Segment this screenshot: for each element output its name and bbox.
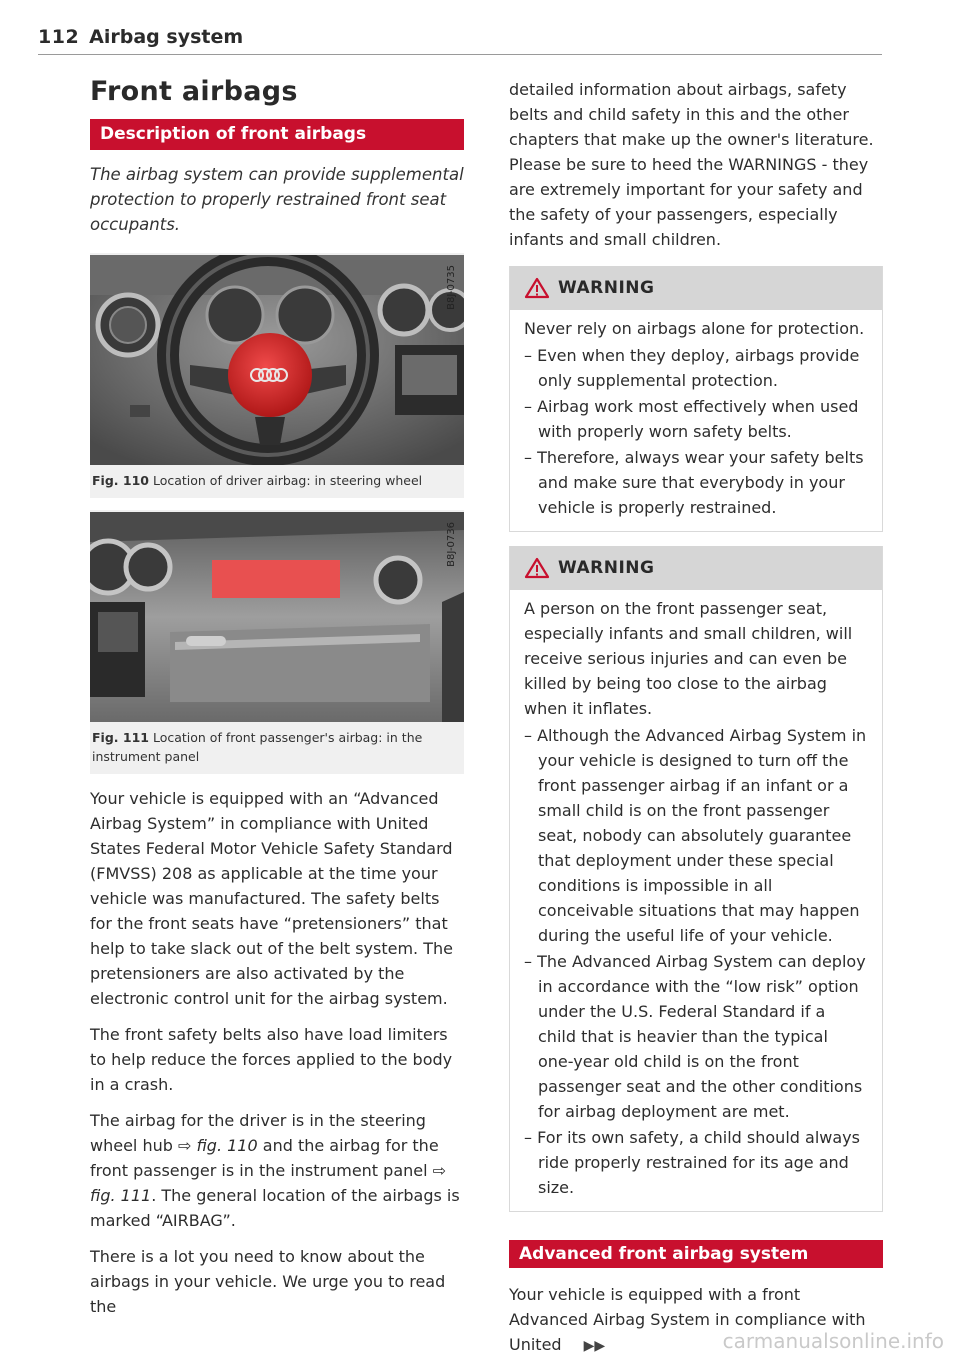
paragraph: There is a lot you need to know about the airbags in your vehicle. We urge you to read the [90,1247,446,1316]
warning-header [510,266,882,310]
warning-title: WARNING [558,278,655,298]
figure-label: Fig. 111 [92,730,149,745]
warning-box [509,546,883,1212]
figure-111 [90,512,464,722]
caption-text: Location of front passenger's airbag: in the instrument panel [92,730,423,764]
steering-wheel-illustration [90,255,464,465]
warning-body [510,310,882,531]
running-title: Airbag system [89,26,244,48]
paragraph: The front safety belts also have load limiters to help reduce the forces applied to the body in a crash. [90,1025,453,1094]
paragraph: Your vehicle is equipped with an “Advanced Airbag System” in compliance with United States Federal Motor Vehicle Safety Standard (FMVSS) 208 as applicable at the time your vehicle was manufactured. The safety belts for the front seats have “pretensioners” that help to take slack out of the belt system. The pretensioners are also activated by the electronic control unit for the airbag system. [90,789,453,1008]
page-header [38,26,882,55]
warning-box [509,266,883,532]
warning-lead: A person on the front passenger seat, especially infants and small children, will receive serious injuries and can even be killed by being too close to the airbag when it inflates. [524,599,853,718]
intro-text: The airbag system can provide supplemental protection to properly restrained front seat occupants. [90,165,464,234]
warning-list [524,723,868,1200]
watermark: carmanualsonline.info [722,1329,944,1353]
figure-reference-link[interactable]: ⇨ fig. 111 [90,1161,447,1205]
list-item: – Although the Advanced Airbag System in your vehicle is designed to turn off the front passenger airbag if an infant or a small child is on the front passenger seat, nobody can absolutely guarantee that deployment under these special conditions is impossible in all conceivable situations that may happen during the useful life of your vehicle. [524,723,868,948]
list-item: – For its own safety, a child should always ride properly restrained for its age and size. [524,1125,868,1200]
section-title: Front airbags [90,76,298,107]
list-item: – Therefore, always wear your safety belts and make sure that everybody in your vehicle is properly restrained. [524,445,868,520]
warning-lead: Never rely on airbags alone for protection. [524,319,865,338]
paragraph-text: The airbag for the driver is in the steering wheel hub [90,1111,426,1155]
figure-code: B8J-0736 [446,522,457,567]
figure-110-block [90,253,464,498]
paragraph-text: and the airbag for the front passenger is in the instrument panel [90,1136,439,1180]
paragraph [90,1108,464,1233]
page-number: 112 [38,26,80,48]
figure-110 [90,255,464,465]
paragraph-text: . The general location of the airbags is marked “AIRBAG”. [90,1186,460,1230]
figure-code: B8J-0735 [446,265,457,310]
left-column [90,70,464,1330]
warning-body [510,590,882,1211]
warning-triangle-icon [524,557,550,579]
caption-text: Location of driver airbag: in steering wheel [152,473,423,488]
warning-list [524,343,868,520]
list-item: – The Advanced Airbag System can deploy in accordance with the “low risk” option under the U.S. Federal Standard if a child that is heavier than the typical one-year old child is on the front passenger seat and the other conditions for airbag deployment are met. [524,949,868,1124]
figure-label: Fig. 110 [92,473,149,488]
paragraph: detailed information about airbags, safety belts and child safety in this and the other chapters that make up the owner's literature. Please be sure to heed the WARNINGS - they are extremely important for your safety and the safety of your passengers, especially infants and small children. [509,80,874,249]
instrument-panel-illustration [90,512,464,722]
figure-reference-link[interactable]: ⇨ fig. 110 [177,1136,258,1155]
warning-header [510,546,882,590]
list-item: – Airbag work most effectively when used with properly worn safety belts. [524,394,868,444]
right-column [509,77,883,1370]
subsection-heading: Advanced front airbag system [509,1240,883,1268]
warning-title: WARNING [558,558,655,578]
figure-110-caption [90,471,464,496]
figure-111-block [90,510,464,774]
subsection-heading: Description of front airbags [90,119,464,150]
paragraph-text: Your vehicle is equipped with a front Advanced Airbag System in compliance with United [509,1285,866,1354]
continue-arrow-icon: ▶▶ [583,1338,606,1354]
warning-triangle-icon [524,277,550,299]
figure-111-caption [90,728,464,772]
list-item: – Even when they deploy, airbags provide only supplemental protection. [524,343,868,393]
